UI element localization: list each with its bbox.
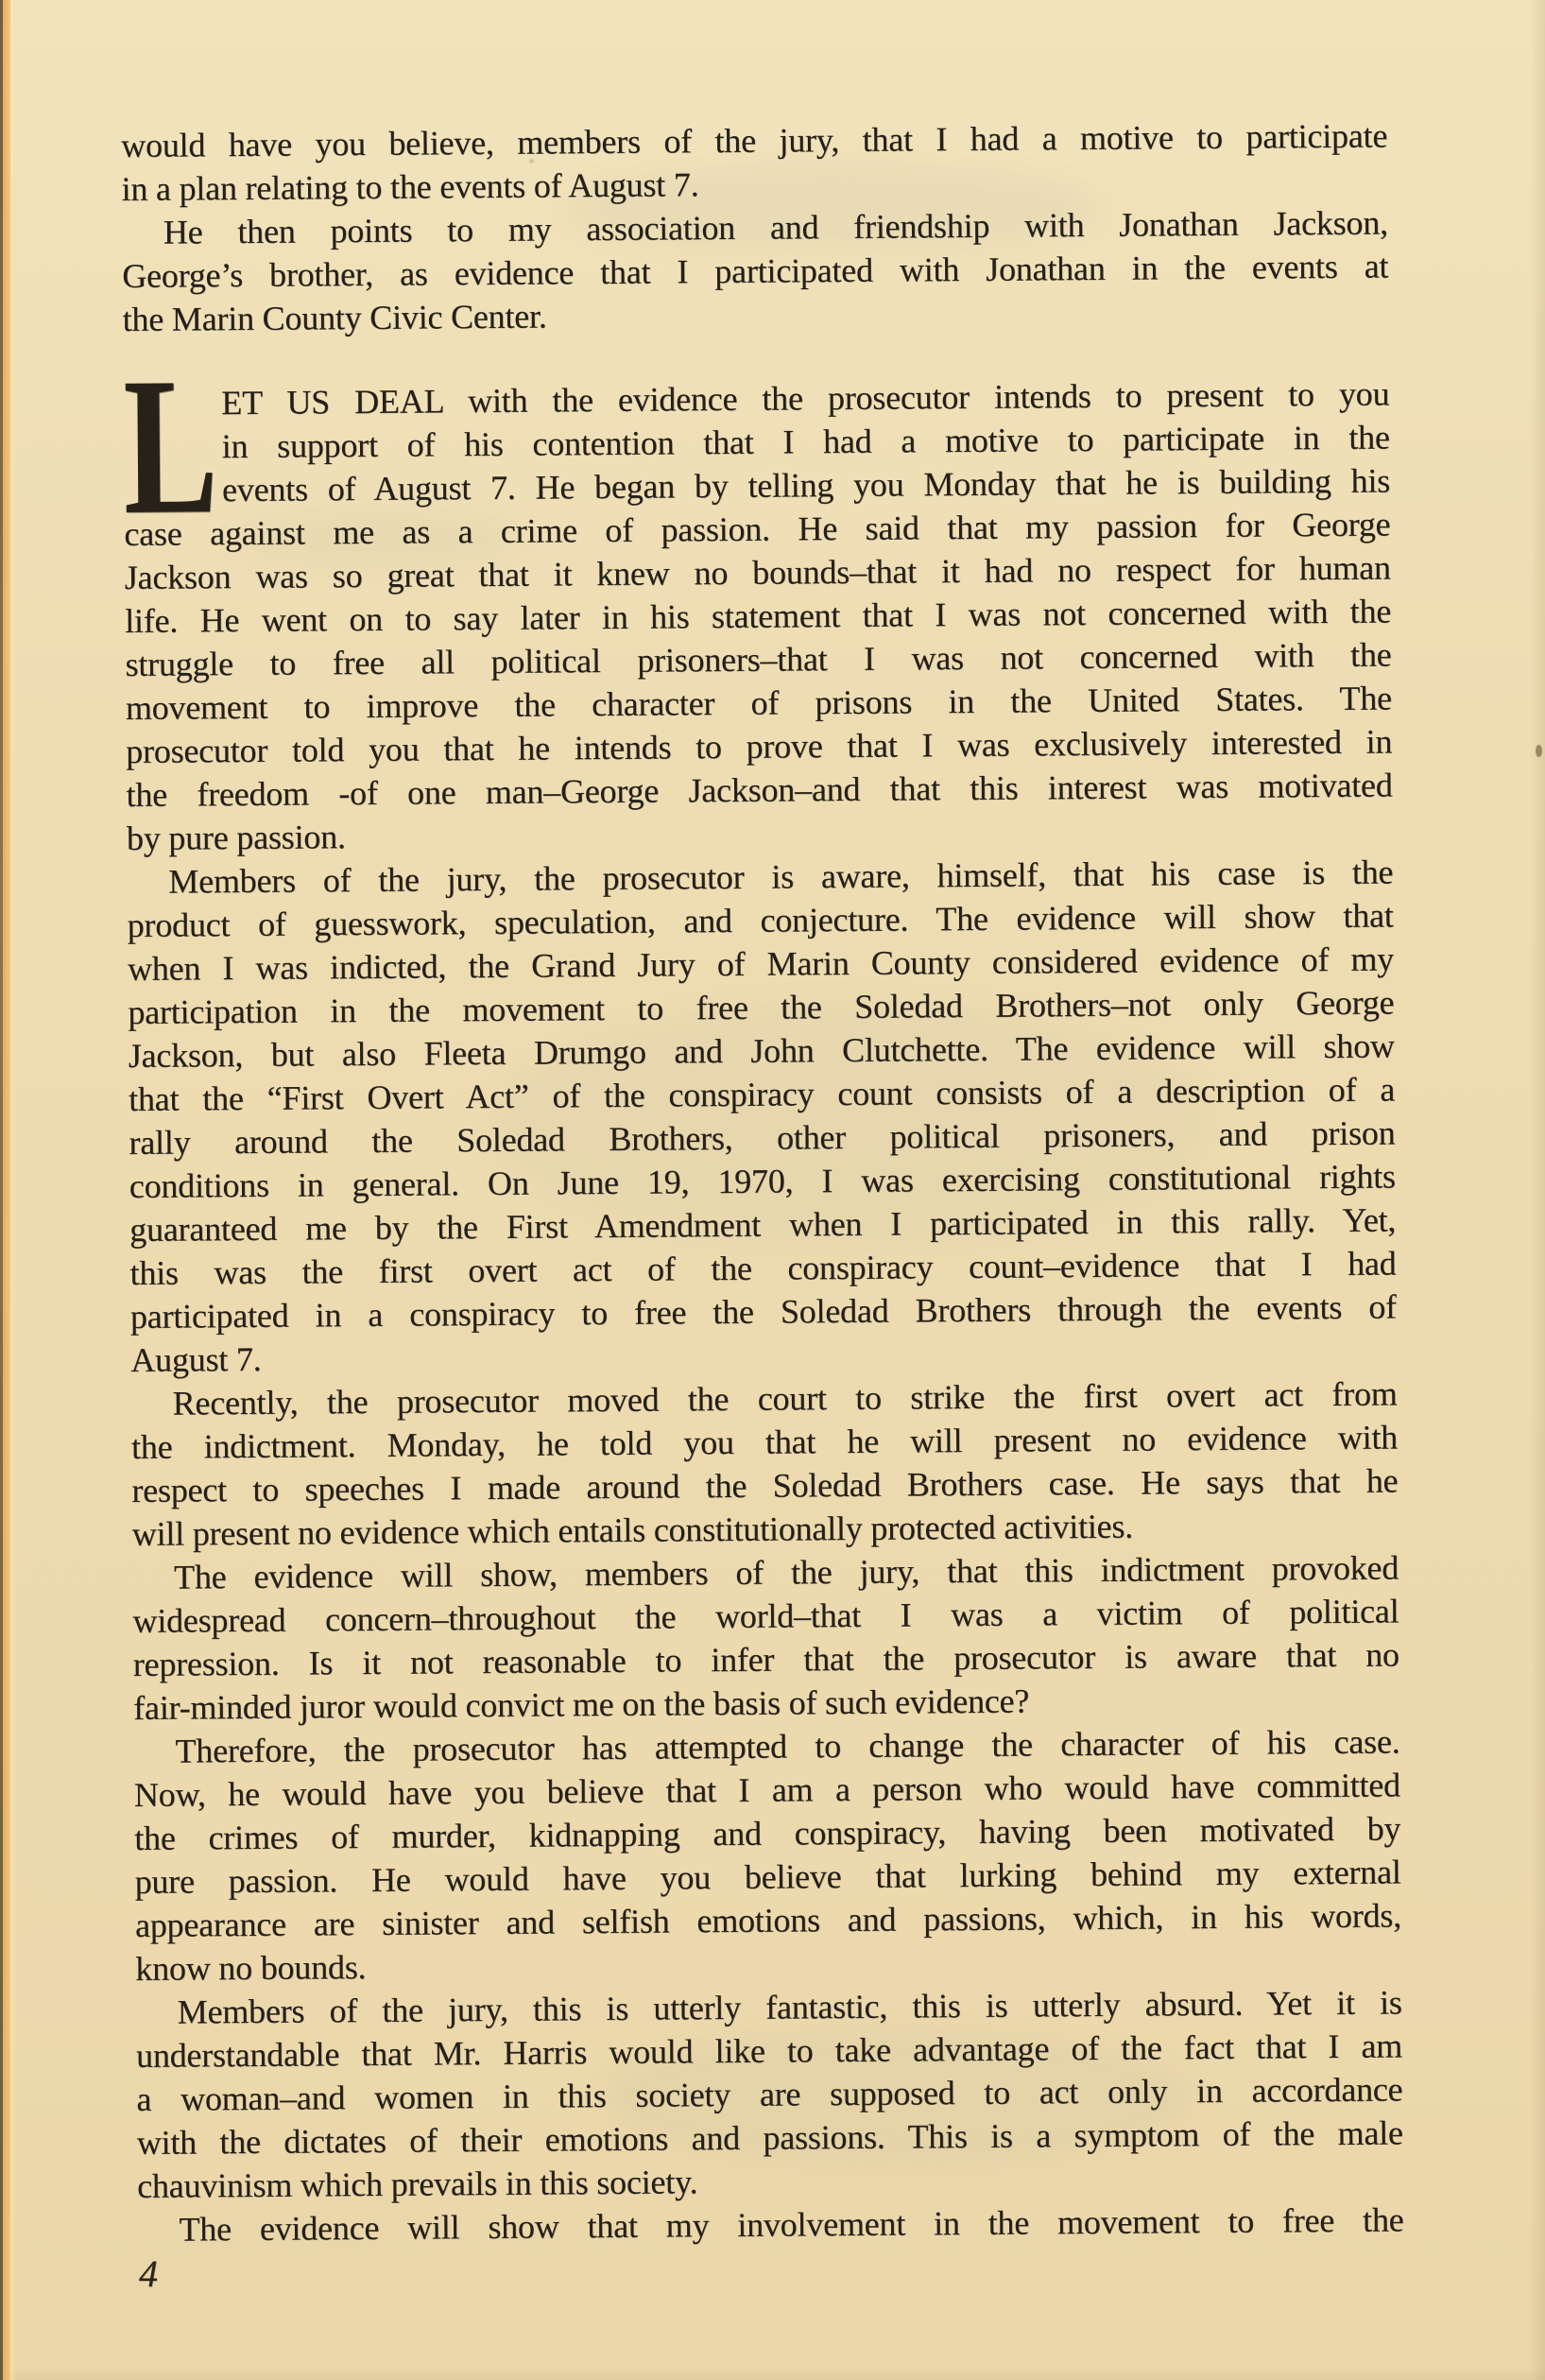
paragraph: [127, 850, 1397, 1382]
text-line: by pure passion.: [126, 818, 346, 857]
drop-cap: L: [122, 336, 219, 555]
text-line: with the dictates of their emotions and passions. This is a symptom of the male: [136, 2113, 1403, 2162]
text-line: guaranteed me by the First Amendment when I participated in this rally. Yet,: [129, 1200, 1397, 1249]
text-line: fair-minded juror would convict me on the basis of such evidence?: [133, 1682, 1030, 1727]
text-line: The evidence will show, members of the jury, that this indictment provoked: [173, 1548, 1399, 1596]
text-line: Now, he would have you believe that I am a person who would have committed: [133, 1766, 1401, 1814]
text-line: the crimes of murder, kidnapping and conspiracy, having been motivated by: [134, 1809, 1401, 1857]
text-line: conditions in general. On June 19, 1970, I was exercising constitutional rights: [129, 1157, 1396, 1205]
text-line: Members of the jury, this is utterly fantastic, this is utterly absurd. Yet it is: [177, 1983, 1402, 2031]
text-line: events of August 7. He began by telling you Monday that he is building his: [221, 461, 1391, 509]
paragraph: [122, 336, 1393, 860]
text-line: a woman–and women in this society are supposed to act only in accordance: [136, 2070, 1403, 2118]
text-line: this was the first overt act of the conspiracy count–evidence that I had: [129, 1244, 1397, 1292]
page-right-shading: [1530, 0, 1545, 2380]
text-line: He then points to my association and friendship with Jonathan Jackson,: [163, 203, 1389, 251]
text-line: when I was indicted, the Grand Jury of Marin County considered evidence of my: [127, 940, 1395, 988]
text-line: struggle to free all political prisoners–that I was not concerned with the: [125, 635, 1392, 683]
paper-edge-highlight: [10, 0, 17, 2380]
text-line: Jackson was so great that it knew no bounds–that it had no respect for human: [124, 548, 1391, 596]
text-line: the freedom -of one man–George Jackson–and that this interest was motivated: [126, 766, 1393, 814]
paper-edge-dark-line: [0, 0, 3, 2380]
text-line: George’s brother, as evidence that I participated with Jonathan in the events at: [122, 247, 1389, 295]
text-line: in a plan relating to the events of August 7.: [121, 165, 699, 208]
text-line: will present no evidence which entails constitutionally protected activities.: [131, 1507, 1134, 1553]
paragraph: [137, 2198, 1403, 2251]
text-line: rally around the Soledad Brothers, other political prisoners, and prison: [129, 1113, 1396, 1162]
text-line: the indictment. Monday, he told you that he will present no evidence with: [130, 1418, 1399, 1466]
text-column: [121, 113, 1404, 2251]
text-line: chauvinism which prevails in this society.: [136, 2163, 698, 2205]
paragraph: [132, 1545, 1399, 1730]
page-number: 4: [139, 2252, 158, 2295]
text-line: respect to speeches I made around the Soledad Brothers case. He says that he: [131, 1461, 1399, 1509]
paper-edge-amber: [3, 0, 10, 2380]
paragraph: [122, 200, 1389, 341]
paragraph: [133, 1719, 1401, 1991]
text-line: widespread concern–throughout the world–that I was a victim of political: [132, 1592, 1399, 1640]
text-line: Recently, the prosecutor moved the court to strike the first overt act from: [172, 1374, 1398, 1423]
ink-speck: [529, 159, 534, 164]
text-line: that the “First Overt Act” of the conspiracy count consists of a description of a: [128, 1070, 1396, 1118]
paragraph: [121, 113, 1388, 211]
text-line: August 7.: [130, 1339, 262, 1379]
text-line: Therefore, the prosecutor has attempted to change the character of his case.: [175, 1722, 1400, 1770]
text-line: prosecutor told you that he intends to prove that I was exclusively interested in: [126, 722, 1393, 770]
text-line: repression. Is it not reasonable to infer that the prosecutor is aware that no: [132, 1635, 1399, 1683]
text-line: the Marin County Civic Center.: [122, 297, 547, 338]
text-line: participated in a conspiracy to free the Soledad Brothers through the events of: [129, 1287, 1398, 1336]
text-line: would have you believe, members of the jury, that I had a motive to participate: [121, 116, 1388, 164]
text-line: understandable that Mr. Harris would like to take advantage of the fact that I am: [135, 2026, 1403, 2075]
text-line: know no bounds.: [135, 1948, 367, 1988]
text-line: movement to improve the character of prisons in the United States. The: [125, 679, 1392, 727]
text-line: pure passion. He would have you believe that lurking behind my external: [134, 1853, 1401, 1901]
text-line: participation in the movement to free the Soledad Brothers–not only George: [128, 983, 1395, 1031]
text-line: life. He went on to say later in his statement that I was not concerned with the: [124, 592, 1392, 640]
text-line: The evidence will show that my involvement in the movement to free the: [179, 2200, 1404, 2249]
text-line: appearance are sinister and selfish emotions and passions, which, in his words,: [134, 1896, 1402, 1944]
text-line: product of guesswork, speculation, and conjecture. The evidence will show that: [127, 896, 1394, 944]
paragraph: [130, 1371, 1398, 1556]
paragraph: [136, 1980, 1404, 2208]
text-line: ET US DEAL with the evidence the prosecutor intends to present to you: [221, 374, 1390, 423]
text-line: Members of the jury, the prosecutor is aware, himself, that his case is the: [168, 853, 1394, 901]
text-line: case against me as a crime of passion. He said that my passion for George: [124, 505, 1391, 553]
text-line: in support of his contention that I had a motive to participate in the: [221, 418, 1390, 466]
page-bottom-shading: [0, 2367, 1545, 2380]
text-line: Jackson, but also Fleeta Drumgo and John Clutchette. The evidence will show: [128, 1026, 1395, 1075]
